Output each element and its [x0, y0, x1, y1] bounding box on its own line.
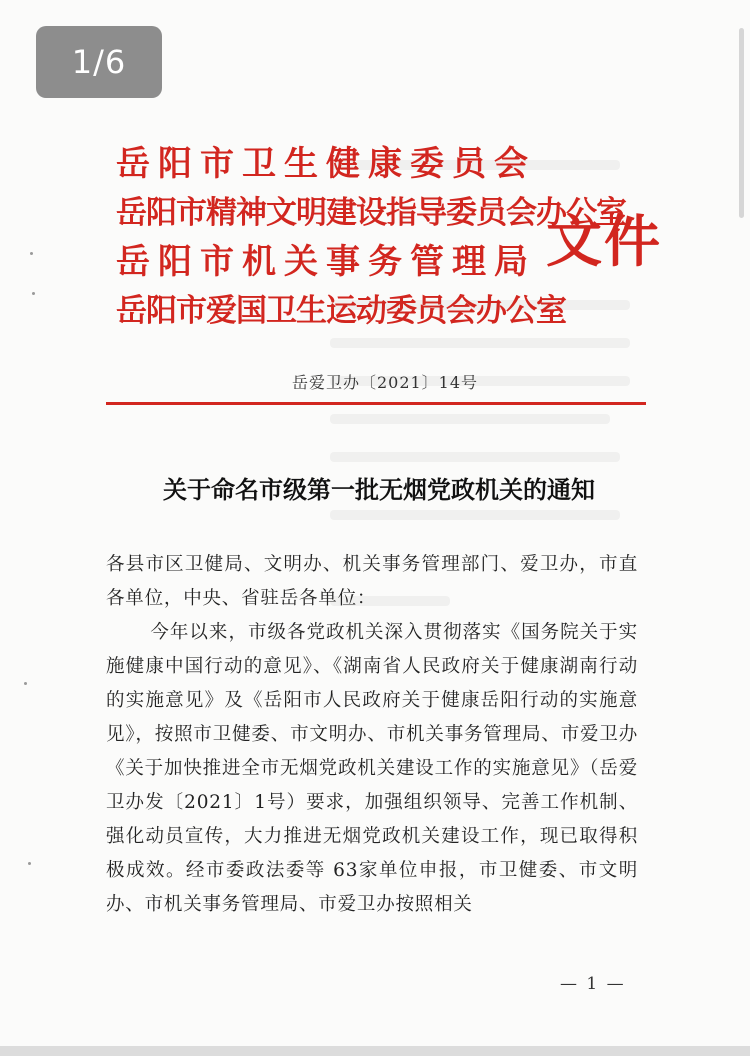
- issuer-patriotic-health-office: [116, 287, 566, 336]
- issuer-char: 健: [326, 144, 360, 184]
- red-separator-line: [106, 402, 646, 405]
- salutation: 各县市区卫健局、文明办、机关事务管理部门、爱卫办，市直各单位，中央、省驻岳各单位：: [106, 554, 638, 609]
- scan-speck: [30, 252, 33, 255]
- issuer-char: 卫: [242, 144, 276, 184]
- issuer-affairs-bureau: [116, 238, 528, 287]
- scan-speck: [28, 862, 31, 865]
- issuer-char: 务: [368, 242, 402, 282]
- issuer-health-commission: [116, 140, 528, 189]
- page-counter-badge: [36, 26, 162, 98]
- scan-speck: [24, 682, 27, 685]
- issuer-char: 阳: [158, 242, 192, 282]
- document-type-label: 文件: [546, 209, 662, 275]
- bleed-through-line: [330, 452, 620, 462]
- issuer-char: 岳: [116, 144, 150, 184]
- page-number: — 1 —: [560, 974, 626, 994]
- issuer-char: 理: [452, 242, 486, 282]
- issuer-char: 员: [452, 144, 486, 184]
- scrollbar[interactable]: [739, 28, 744, 218]
- page-counter-text: 1/6: [71, 43, 127, 81]
- bleed-through-line: [330, 338, 630, 348]
- issuer-char: 管: [410, 242, 444, 282]
- bleed-through-line: [330, 510, 620, 520]
- issuer-text: 岳阳市精神文明建设指导委员会办公室: [116, 195, 626, 231]
- body-paragraph: 今年以来，市级各党政机关深入贯彻落实《国务院关于实施健康中国行动的意见》、《湖南省人民政府关于健康湖南行动的实施意见》及《岳阳市人民政府关于健康岳阳行动的实施意见》，按照市卫健委、市文明办、市机关事务管理局、市爱卫办《关于加快推进全市无烟党政机关建设工作的实施意见》（岳爱卫办发〔2021〕1号）要求，加强组织领导、完善工作机制、强化动员宣传，大力推进无烟党政机关建设工作，现已取得积极成效。经市委政法委等 63家单位申报，市卫健委、市文明办、市机关事务管理局、市爱卫办按照相关: [106, 622, 638, 915]
- issuer-char: 事: [326, 242, 360, 282]
- document-number: 岳爱卫办〔2021〕14号: [291, 373, 479, 392]
- issuer-char: 阳: [158, 144, 192, 184]
- issuer-char: 康: [368, 144, 402, 184]
- page-bottom-edge: [0, 1046, 750, 1056]
- issuer-char: 市: [200, 242, 234, 282]
- document-title: 关于命名市级第一批无烟党政机关的通知: [163, 475, 595, 504]
- issuer-char: 局: [494, 242, 528, 282]
- issuer-char: 生: [284, 144, 318, 184]
- document-body: [106, 548, 638, 922]
- issuer-char: 委: [410, 144, 444, 184]
- issuer-char: 机: [242, 242, 276, 282]
- bleed-through-line: [330, 414, 610, 424]
- issuer-char: 关: [284, 242, 318, 282]
- issuer-civilization-office: [116, 189, 626, 238]
- scan-speck: [32, 292, 35, 295]
- issuer-char: 会: [494, 144, 528, 184]
- issuer-text: 岳阳市爱国卫生运动委员会办公室: [116, 293, 566, 329]
- issuer-char: 岳: [116, 242, 150, 282]
- issuer-char: 市: [200, 144, 234, 184]
